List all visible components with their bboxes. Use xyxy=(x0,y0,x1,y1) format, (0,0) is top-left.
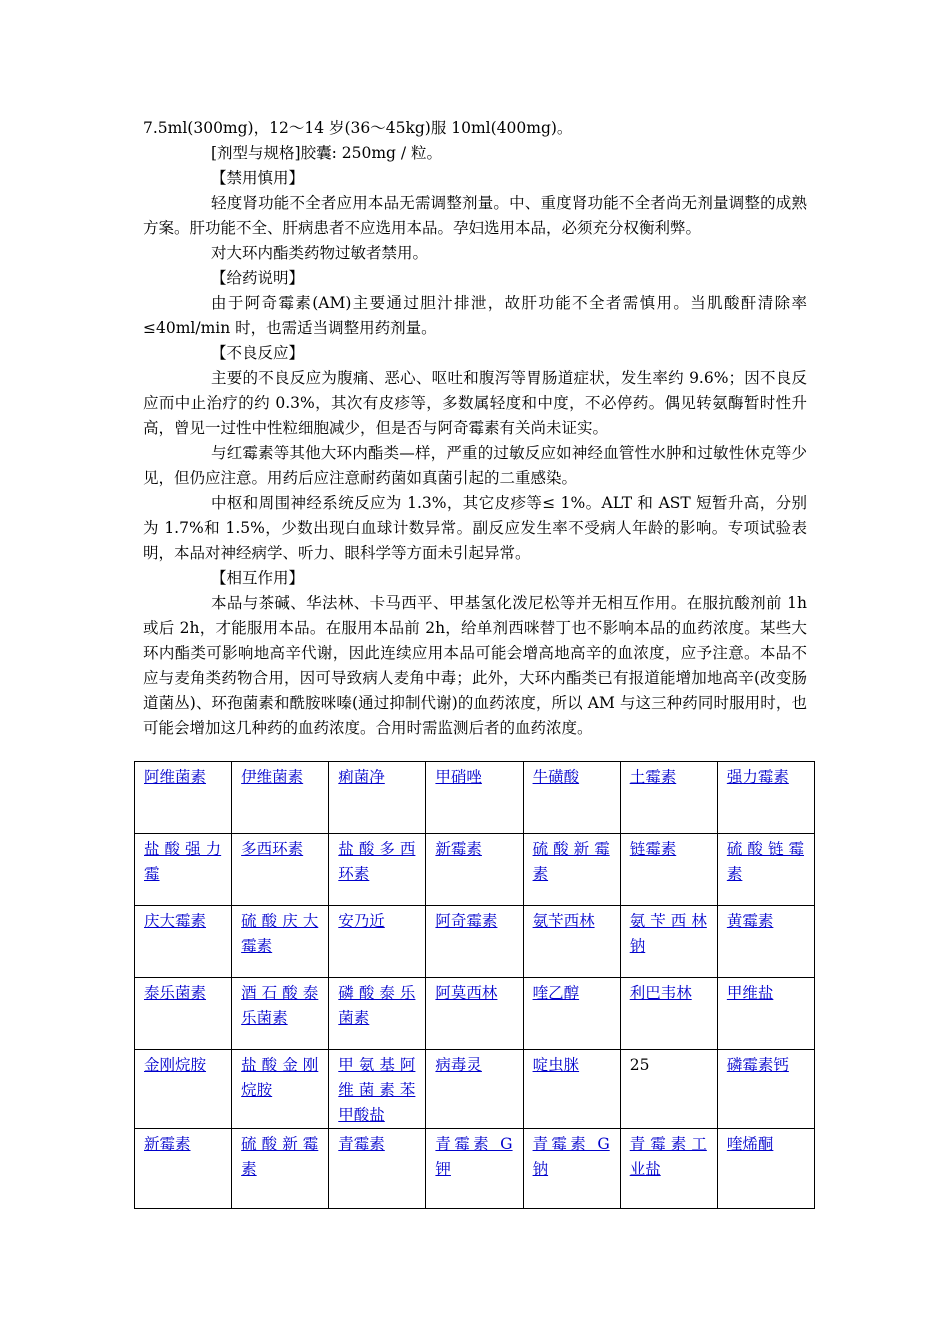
table-cell xyxy=(717,834,814,906)
drug-link[interactable]: 牛磺酸 xyxy=(532,768,580,786)
table-cell xyxy=(329,906,426,978)
table-cell xyxy=(717,978,814,1050)
paragraph: 【禁用慎用】 xyxy=(211,169,305,187)
table-cell xyxy=(232,1129,329,1209)
drug-link[interactable]: 新霉素 xyxy=(144,1135,191,1153)
table-row xyxy=(135,834,815,906)
paragraph: 由于阿奇霉素(AM)主要通过胆汁排泄，故肝功能不全者需慎用。当肌酸酐清除率≤40ml/min 时，也需适当调整用药剂量。 xyxy=(143,294,807,337)
drug-link[interactable]: 盐酸强力霉 xyxy=(144,840,222,883)
drug-link[interactable]: 硫酸链霉素 xyxy=(726,840,804,883)
table-cell xyxy=(523,1129,620,1209)
drug-link[interactable]: 磷霉素钙 xyxy=(726,1056,789,1074)
drug-link[interactable]: 安乃近 xyxy=(338,912,385,930)
paragraph: 对大环内酯类药物过敏者禁用。 xyxy=(211,244,429,262)
drug-link[interactable]: 硫酸庆大霉素 xyxy=(241,912,319,955)
paragraph: 7.5ml(300mg)，12～14 岁(36～45kg)服 10ml(400mg)。 xyxy=(143,119,573,137)
drug-link[interactable]: 氨苄西林钠 xyxy=(629,912,707,955)
table-row xyxy=(135,978,815,1050)
table-cell xyxy=(426,1050,523,1129)
drug-link[interactable]: 青霉素 xyxy=(338,1135,385,1153)
drug-link[interactable]: 硫酸新霉素 xyxy=(241,1135,319,1178)
table-cell xyxy=(523,978,620,1050)
drug-link[interactable]: 盐酸多西环素 xyxy=(338,840,416,883)
drug-link[interactable]: 金刚烷胺 xyxy=(144,1056,207,1074)
table-cell xyxy=(717,762,814,834)
table-cell xyxy=(232,834,329,906)
drug-link[interactable]: 病毒灵 xyxy=(435,1056,482,1074)
table-cell xyxy=(329,762,426,834)
drug-link[interactable]: 酒石酸泰乐菌素 xyxy=(241,984,319,1027)
table-cell xyxy=(135,906,232,978)
table-cell xyxy=(620,906,717,978)
drug-link[interactable]: 磷酸泰乐菌素 xyxy=(338,984,416,1027)
drug-link[interactable]: 黄霉素 xyxy=(726,912,774,930)
paragraph: 中枢和周围神经系统反应为 1.3%，其它皮疹等≤ 1%。ALT 和 AST 短暂升高，分别为 1.7%和 1.5%，少数出现白血球计数异常。副反应发生率不受病人年龄的影响。专项试验表明，本品对神经病学、听力、眼科学等方面未引起异常。 xyxy=(143,494,807,562)
drug-link[interactable]: 甲硝唑 xyxy=(435,768,482,786)
drug-link[interactable]: 硫酸新霉素 xyxy=(532,840,610,883)
drug-link[interactable]: 甲维盐 xyxy=(726,984,774,1002)
table-cell xyxy=(620,1129,717,1209)
drug-link[interactable]: 链霉素 xyxy=(629,840,677,858)
table-cell xyxy=(135,834,232,906)
paragraph: 轻度肾功能不全者应用本品无需调整剂量。中、重度肾功能不全者尚无剂量调整的成熟方案。肝功能不全、肝病患者不应选用本品。孕妇选用本品，必须充分权衡利弊。 xyxy=(143,194,807,237)
table-cell xyxy=(426,834,523,906)
table-cell xyxy=(717,1050,814,1129)
table-cell xyxy=(232,1050,329,1129)
table-cell xyxy=(329,1129,426,1209)
drug-link[interactable]: 新霉素 xyxy=(435,840,482,858)
drug-link[interactable]: 伊维菌素 xyxy=(241,768,304,786)
paragraph: 【相互作用】 xyxy=(211,569,305,587)
table-row xyxy=(135,762,815,834)
table-cell xyxy=(135,978,232,1050)
drug-link[interactable]: 土霉素 xyxy=(629,768,677,786)
table-row xyxy=(135,1050,815,1129)
paragraph: 与红霉素等其他大环内酯类—样，严重的过敏反应如神经血管性水肿和过敏性休克等少见，但仍应注意。用药后应注意耐药菌如真菌引起的二重感染。 xyxy=(143,444,807,487)
cell-text: 25 xyxy=(629,1056,650,1074)
drug-description-text xyxy=(143,116,807,741)
drug-link[interactable]: 喹乙醇 xyxy=(532,984,580,1002)
table-row xyxy=(135,906,815,978)
table-cell xyxy=(620,1050,717,1129)
drug-link[interactable]: 利巴韦林 xyxy=(629,984,692,1002)
paragraph: [剂型与规格]胶囊: 250mg / 粒。 xyxy=(211,144,443,162)
table-cell xyxy=(717,1129,814,1209)
table-cell xyxy=(523,762,620,834)
table-cell xyxy=(523,1050,620,1129)
drug-link[interactable]: 泰乐菌素 xyxy=(144,984,207,1002)
drug-link[interactable]: 啶虫脒 xyxy=(532,1056,580,1074)
table-cell xyxy=(523,834,620,906)
paragraph: 本品与茶碱、华法林、卡马西平、甲基氢化泼尼松等并无相互作用。在服抗酸剂前 1h 或后 2h，才能服用本品。在服用本品前 2h，给单剂西咪替丁也不影响本品的血药浓度。某些大环内酯类可影响地高辛代谢，因此连续应用本品可能会增高地高辛的血浓度，应予注意。本品不应与麦角类药物合用，因可导致病人麦角中毒；此外，大环内酯类已有报道能增加地高辛(改变肠道菌丛)、环孢菌素和酰胺咪嗪(通过抑制代谢)的血药浓度，所以 AM 与这三种药同时服用时，也可能会增加这几种药的血药浓度。合用时需监测后者的血药浓度。 xyxy=(143,594,807,737)
drug-link[interactable]: 庆大霉素 xyxy=(144,912,207,930)
drug-link[interactable]: 阿奇霉素 xyxy=(435,912,498,930)
table-cell xyxy=(232,906,329,978)
drug-link[interactable]: 痢菌净 xyxy=(338,768,385,786)
drug-link[interactable]: 青霉素工业盐 xyxy=(629,1135,707,1178)
drug-link[interactable]: 盐酸金刚烷胺 xyxy=(241,1056,319,1099)
table-cell xyxy=(620,762,717,834)
table-cell xyxy=(135,1129,232,1209)
table-cell xyxy=(523,906,620,978)
table-cell xyxy=(329,1050,426,1129)
table-cell xyxy=(717,906,814,978)
drug-link[interactable]: 甲氨基阿维菌素苯甲酸盐 xyxy=(338,1056,416,1124)
table-cell xyxy=(135,1050,232,1129)
table-cell xyxy=(232,762,329,834)
drug-link[interactable]: 青霉素 G 钠 xyxy=(532,1135,610,1178)
paragraph: 【给药说明】 xyxy=(211,269,305,287)
table-cell xyxy=(620,834,717,906)
drug-link[interactable]: 青霉素 G 钾 xyxy=(435,1135,513,1178)
drug-link-table xyxy=(134,761,815,1209)
drug-link[interactable]: 喹烯酮 xyxy=(726,1135,774,1153)
table-cell xyxy=(135,762,232,834)
drug-link[interactable]: 阿莫西林 xyxy=(435,984,498,1002)
table-cell xyxy=(426,978,523,1050)
table-cell xyxy=(232,978,329,1050)
table-cell xyxy=(329,978,426,1050)
table-cell xyxy=(329,834,426,906)
paragraph: 主要的不良反应为腹痛、恶心、呕吐和腹泻等胃肠道症状，发生率约 9.6%；因不良反应而中止治疗的约 0.3%，其次有皮疹等，多数属轻度和中度，不必停药。偶见转氨酶暂时性升高，曾见一过性中性粒细胞减少，但是否与阿奇霉素有关尚未证实。 xyxy=(143,369,807,437)
table-cell xyxy=(426,762,523,834)
drug-link[interactable]: 强力霉素 xyxy=(726,768,789,786)
drug-link[interactable]: 氨苄西林 xyxy=(532,912,595,930)
table-cell xyxy=(426,906,523,978)
table-row xyxy=(135,1129,815,1209)
drug-link[interactable]: 阿维菌素 xyxy=(144,768,207,786)
table-cell xyxy=(426,1129,523,1209)
drug-link[interactable]: 多西环素 xyxy=(241,840,304,858)
paragraph: 【不良反应】 xyxy=(211,344,305,362)
table-cell xyxy=(620,978,717,1050)
